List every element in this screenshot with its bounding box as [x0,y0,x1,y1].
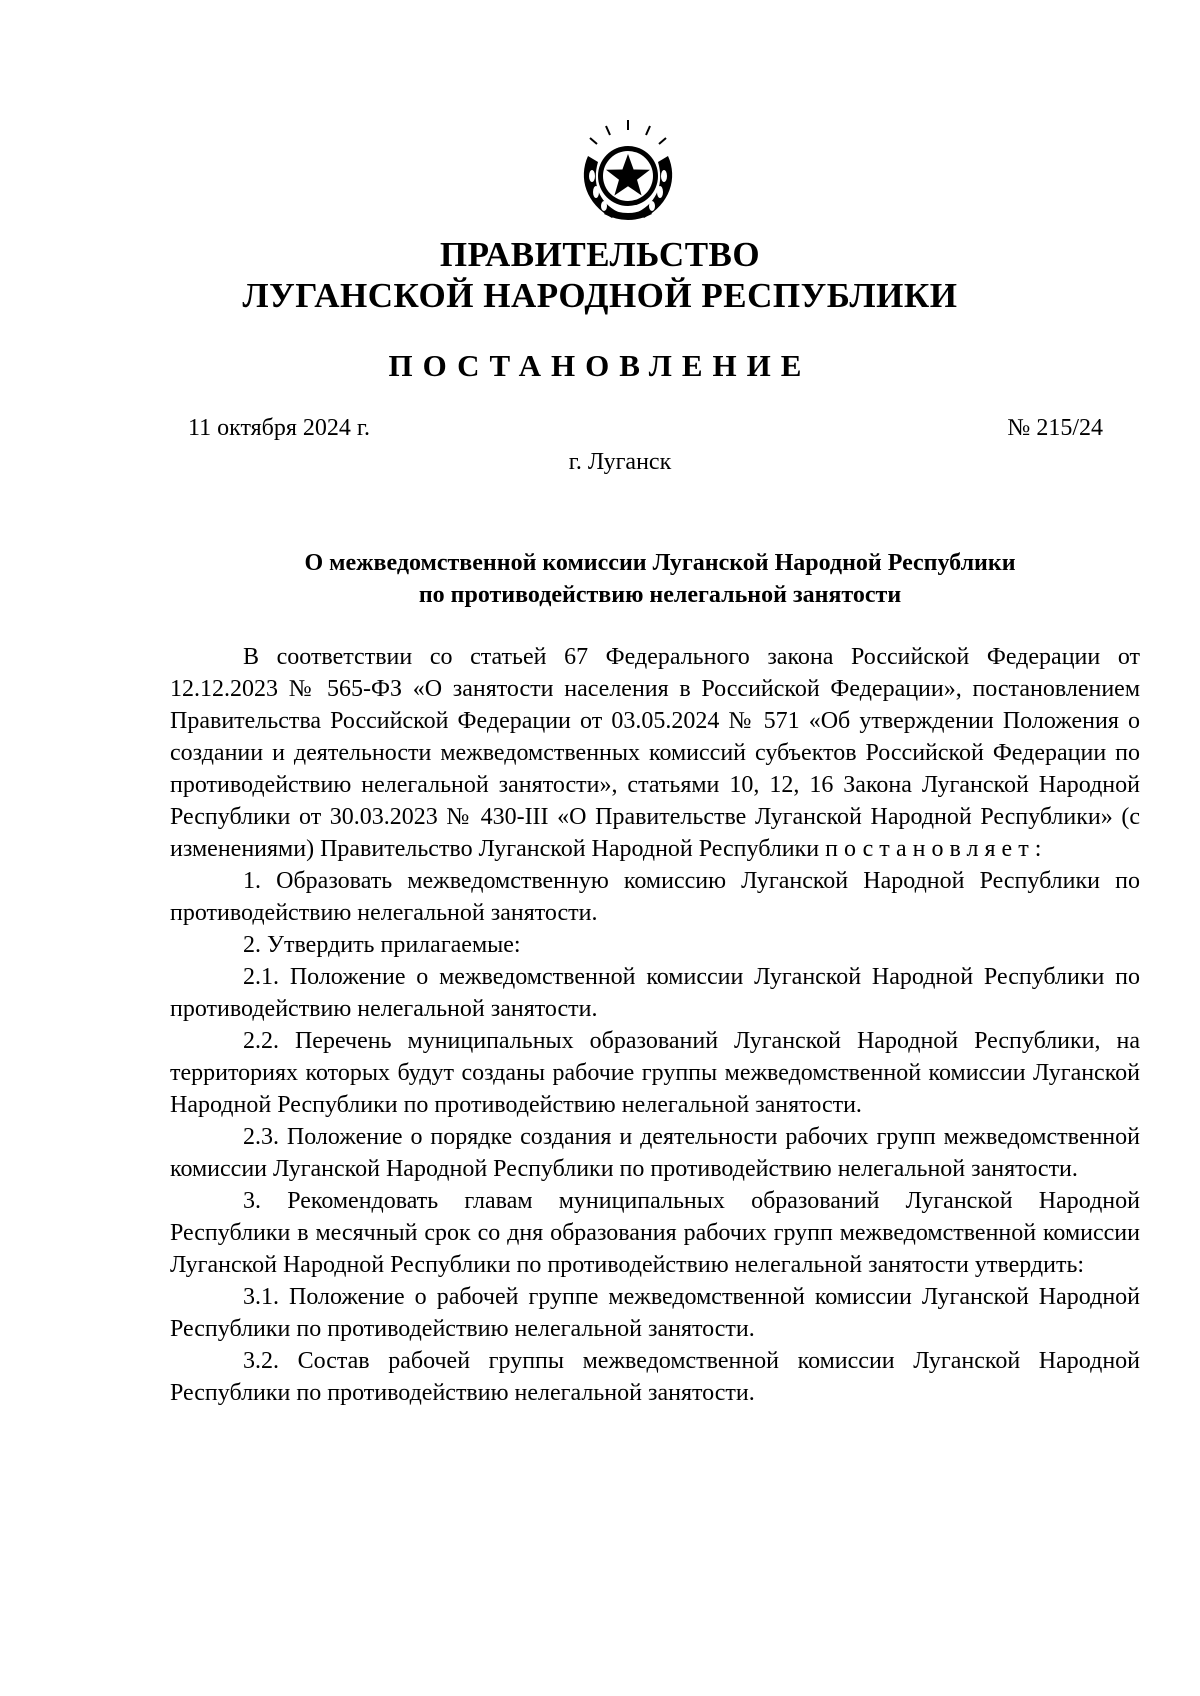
list-item: 2.3. Положение о порядке создания и деятельности рабочих групп межведомственной комиссии Луганской Народной Республики по противодействию нелегальной занятости. [170,1124,1140,1182]
preamble-text: В соответствии со статьей 67 Федерального закона Российской Федерации от 12.12.2023 № 565-ФЗ «О занятости населения в Российской Федерации», постановлением Правительства Российской Федерации от 03.05.2024 № 571 «Об утверждении Положения о создании и деятельности межведомственных комиссий субъектов Российской Федерации по противодействию нелегальной занятости», статьями 10, 12, 16 Закона Луганской Народной Республики от 30.03.2023 № 430-III «О Правительстве Луганской Народной Республики» (с изменениями) Правительство Луганской Народной Республики [170,644,1140,862]
coat-of-arms-emblem [568,118,688,224]
list-item: 2.1. Положение о межведомственной комиссии Луганской Народной Республики по противодействию нелегальной занятости. [170,964,1140,1022]
document-type: ПОСТАНОВЛЕНИЕ [388,348,812,383]
list-item: 1. Образовать межведомственную комиссию Луганской Народной Республики по противодействию нелегальной занятости. [170,868,1140,926]
document-date: 11 октября 2024 г. [188,415,371,441]
government-title-line-2: ЛУГАНСКОЙ НАРОДНОЙ РЕСПУБЛИКИ [242,276,958,315]
preamble-paragraph [170,641,1140,865]
document-heading [160,547,1160,611]
list-item: 2.2. Перечень муниципальных образований Луганской Народной Республики, на территориях которых будут созданы рабочие группы межведомственной комиссии Луганской Народной Республики по противодействию нелегальной занятости. [170,1028,1140,1118]
government-title-line-1: ПРАВИТЕЛЬСТВО [439,235,761,274]
heading-line-1: О межведомственной комиссии Луганской Народной Республики [304,550,1016,576]
list-item: 2. Утвердить прилагаемые: [243,932,521,958]
document-city: г. Луганск [568,449,672,475]
document-number: № 215/24 [1007,415,1103,441]
document-body [170,641,1140,1409]
heading-line-2: по противодействию нелегальной занятости [418,582,902,608]
decree-word: постановляет: [825,836,1048,862]
list-item: 3.2. Состав рабочей группы межведомственной комиссии Луганской Народной Республики по противодействию нелегальной занятости. [170,1348,1140,1406]
list-item: 3. Рекомендовать главам муниципальных образований Луганской Народной Республики в месячный срок со дня образования рабочих групп межведомственной комиссии Луганской Народной Республики по противодействию нелегальной занятости утвердить: [170,1188,1140,1278]
list-item: 3.1. Положение о рабочей группе межведомственной комиссии Луганской Народной Республики по противодействию нелегальной занятости. [170,1284,1140,1342]
